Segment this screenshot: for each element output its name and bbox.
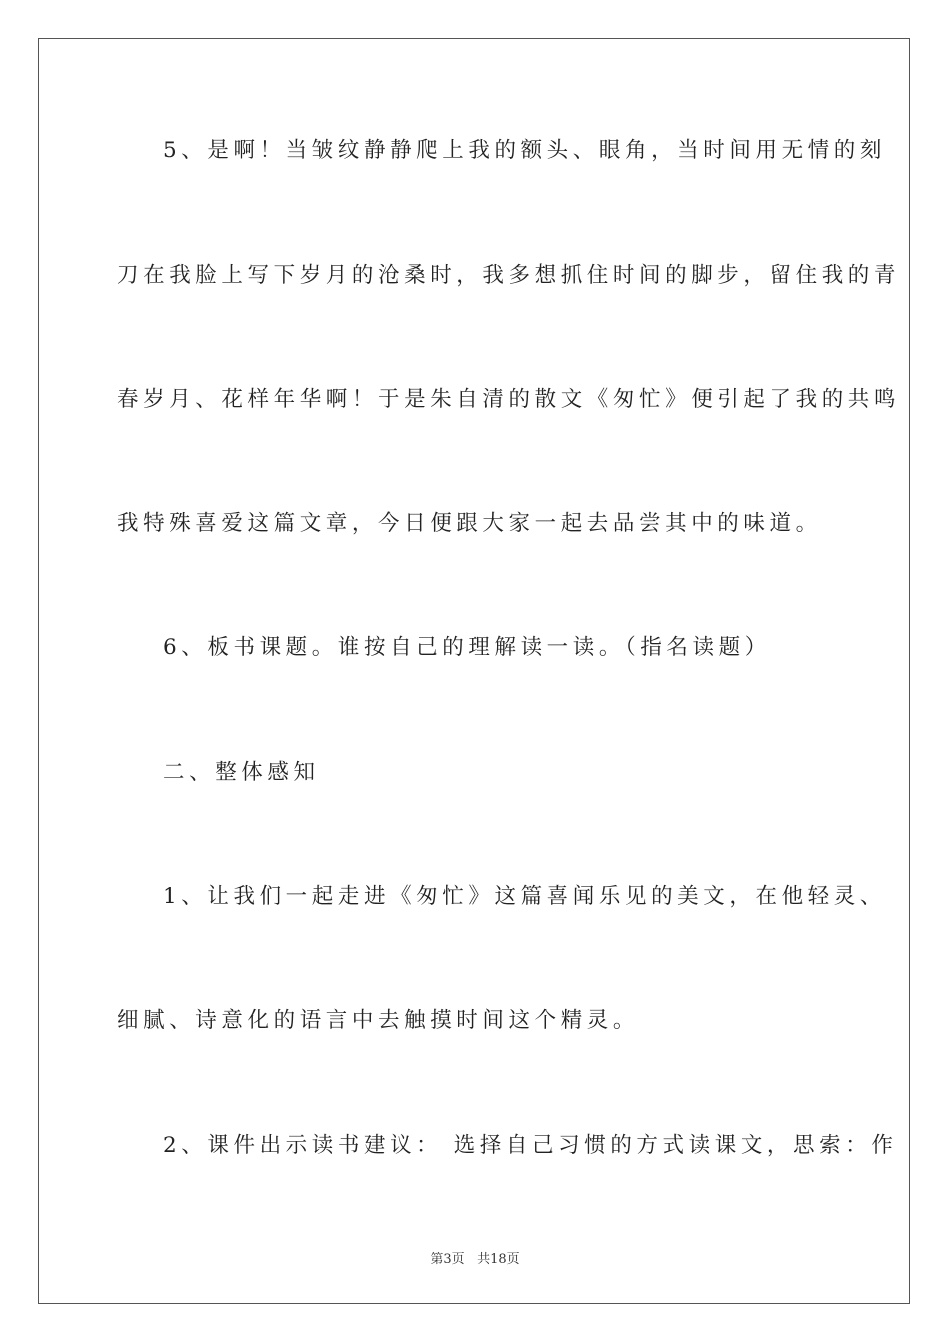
paragraph-line: 2、课件出示读书建议： 选择自己习惯的方式读课文，思索：作: [163, 1133, 898, 1158]
page-border: [38, 38, 910, 1304]
page-number: 第3页: [430, 1252, 465, 1267]
paragraph-line: 1、让我们一起走进《匆忙》这篇喜闻乐见的美文，在他轻灵、: [163, 884, 886, 909]
section-heading: 二、整体感知: [163, 760, 320, 785]
paragraph-line: 6、板书课题。谁按自己的理解读一读。（指名读题）: [163, 635, 771, 660]
paragraph-line: 5、是啊！当皱纹静静爬上我的额头、眼角，当时间用无情的刻: [163, 138, 886, 163]
paragraph-line: 春岁月、花样年华啊！于是朱自清的散文《匆忙》便引起了我的共鸣: [117, 387, 901, 412]
page-footer: [0, 1248, 950, 1267]
page-total: 共18页: [477, 1252, 520, 1267]
paragraph-line: 我特殊喜爱这篇文章，今日便跟大家一起去品尝其中的味道。: [117, 511, 822, 536]
paragraph-line: 刀在我脸上写下岁月的沧桑时，我多想抓住时间的脚步，留住我的青: [117, 263, 901, 288]
paragraph-line: 细腻、诗意化的语言中去触摸时间这个精灵。: [117, 1008, 640, 1033]
